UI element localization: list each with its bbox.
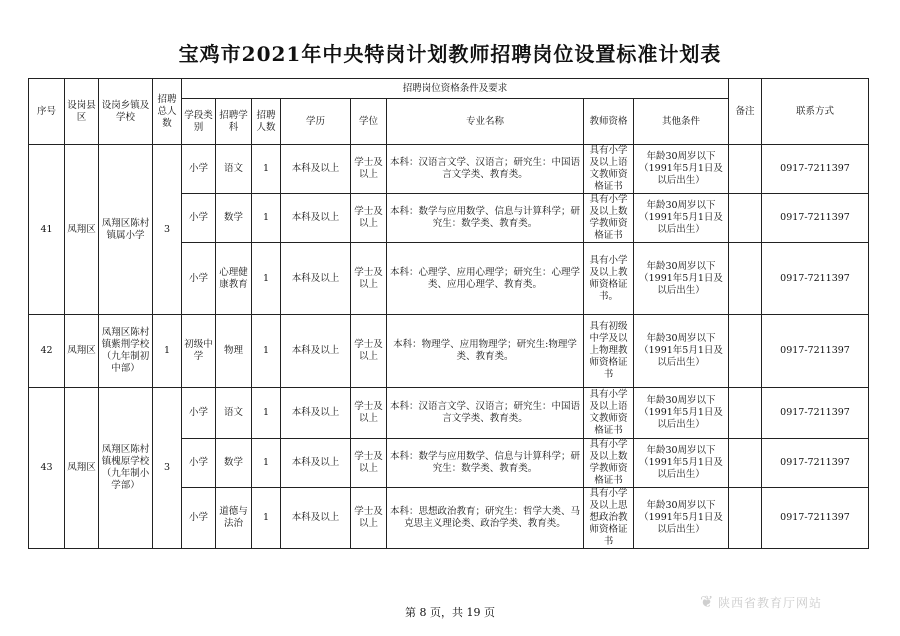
cell-other: 年龄30周岁以下（1991年5月1日及以后出生） <box>634 388 729 439</box>
cell-contact: 0917-7211397 <box>762 315 869 388</box>
cell-subject: 物理 <box>216 315 252 388</box>
cell-cert: 具有小学及以上语文教师资格证书 <box>584 388 634 439</box>
header-note: 备注 <box>729 79 762 145</box>
cell-stage: 小学 <box>182 145 216 194</box>
cell-stage: 小学 <box>182 243 216 315</box>
cell-contact: 0917-7211397 <box>762 243 869 315</box>
cell-count: 1 <box>252 243 281 315</box>
cell-subject: 语文 <box>216 145 252 194</box>
cell-county: 凤翔区 <box>65 388 99 549</box>
cell-county: 凤翔区 <box>65 145 99 315</box>
cell-degree: 学士及以上 <box>351 243 387 315</box>
cell-county: 凤翔区 <box>65 315 99 388</box>
cell-cert: 具有小学及以上数学教师资格证书 <box>584 439 634 488</box>
cell-edu: 本科及以上 <box>281 488 351 549</box>
cell-note <box>729 243 762 315</box>
cell-count: 1 <box>252 488 281 549</box>
cell-major: 本科：数学与应用数学、信息与计算科学；研究生：数学类、教育类。 <box>387 439 584 488</box>
cell-seq: 42 <box>29 315 65 388</box>
cell-cert: 具有小学及以上教师资格证书。 <box>584 243 634 315</box>
feather-icon: ❦ <box>700 592 714 611</box>
cell-count: 1 <box>252 145 281 194</box>
cell-other: 年龄30周岁以下（1991年5月1日及以后出生） <box>634 243 729 315</box>
cell-subject: 数学 <box>216 439 252 488</box>
cell-subject: 数学 <box>216 194 252 243</box>
table-row <box>29 145 869 194</box>
cell-total: 1 <box>153 315 182 388</box>
cell-major: 本科：汉语言文学、汉语言；研究生：中国语言文学类、教育类。 <box>387 388 584 439</box>
cell-count: 1 <box>252 315 281 388</box>
cell-contact: 0917-7211397 <box>762 388 869 439</box>
cell-note <box>729 194 762 243</box>
cell-edu: 本科及以上 <box>281 315 351 388</box>
cell-edu: 本科及以上 <box>281 388 351 439</box>
cell-school: 凤翔区陈村镇紫荆学校（九年制初中部） <box>99 315 153 388</box>
cell-subject: 道德与法治 <box>216 488 252 549</box>
cell-major: 本科：思想政治教育；研究生：哲学大类、马克思主义理论类、政治学类、教育类。 <box>387 488 584 549</box>
header-conditions: 招聘岗位资格条件及要求 <box>182 79 729 99</box>
cell-other: 年龄30周岁以下（1991年5月1日及以后出生） <box>634 439 729 488</box>
cell-degree: 学士及以上 <box>351 145 387 194</box>
cell-degree: 学士及以上 <box>351 315 387 388</box>
cell-note <box>729 145 762 194</box>
cell-subject: 心理健康教育 <box>216 243 252 315</box>
cell-major: 本科：物理学、应用物理学；研究生:物理学类、教育类。 <box>387 315 584 388</box>
header-row-top <box>29 79 869 99</box>
cell-stage: 小学 <box>182 439 216 488</box>
header-stage: 学段类别 <box>182 99 216 145</box>
cell-count: 1 <box>252 439 281 488</box>
header-contact: 联系方式 <box>762 79 869 145</box>
header-county: 设岗县区 <box>65 79 99 145</box>
cell-subject: 语文 <box>216 388 252 439</box>
page-title: 宝鸡市2021年中央特岗计划教师招聘岗位设置标准计划表 <box>178 42 722 66</box>
header-cert: 教师资格 <box>584 99 634 145</box>
cell-stage: 小学 <box>182 388 216 439</box>
cell-note <box>729 488 762 549</box>
cell-cert: 具有小学及以上思想政治教师资格证书 <box>584 488 634 549</box>
cell-other: 年龄30周岁以下（1991年5月1日及以后出生） <box>634 194 729 243</box>
cell-contact: 0917-7211397 <box>762 194 869 243</box>
cell-count: 1 <box>252 388 281 439</box>
cell-edu: 本科及以上 <box>281 194 351 243</box>
cell-cert: 具有小学及以上语文教师资格证书 <box>584 145 634 194</box>
cell-cert: 具有初级中学及以上物理教师资格证书 <box>584 315 634 388</box>
cell-stage: 初级中学 <box>182 315 216 388</box>
cell-contact: 0917-7211397 <box>762 145 869 194</box>
header-seq: 序号 <box>29 79 65 145</box>
cell-degree: 学士及以上 <box>351 439 387 488</box>
header-other: 其他条件 <box>634 99 729 145</box>
table-body <box>29 145 869 549</box>
cell-school: 凤翔区陈村镇属小学 <box>99 145 153 315</box>
cell-note <box>729 439 762 488</box>
cell-count: 1 <box>252 194 281 243</box>
cell-degree: 学士及以上 <box>351 194 387 243</box>
cell-major: 本科：数学与应用数学、信息与计算科学；研究生：数学类、教育类。 <box>387 194 584 243</box>
watermark: 陕西省教育厅网站 <box>718 596 823 610</box>
cell-seq: 41 <box>29 145 65 315</box>
cell-seq: 43 <box>29 388 65 549</box>
cell-other: 年龄30周岁以下（1991年5月1日及以后出生） <box>634 488 729 549</box>
cell-total: 3 <box>153 145 182 315</box>
cell-other: 年龄30周岁以下（1991年5月1日及以后出生） <box>634 145 729 194</box>
header-total: 招聘总人数 <box>153 79 182 145</box>
cell-edu: 本科及以上 <box>281 243 351 315</box>
cell-stage: 小学 <box>182 194 216 243</box>
table-row <box>29 315 869 388</box>
cell-degree: 学士及以上 <box>351 488 387 549</box>
header-school: 设岗乡镇及学校 <box>99 79 153 145</box>
cell-stage: 小学 <box>182 488 216 549</box>
cell-total: 3 <box>153 388 182 549</box>
header-subject: 招聘学科 <box>216 99 252 145</box>
cell-degree: 学士及以上 <box>351 388 387 439</box>
cell-edu: 本科及以上 <box>281 439 351 488</box>
header-count: 招聘人数 <box>252 99 281 145</box>
cell-note <box>729 315 762 388</box>
cell-major: 本科：汉语言文学、汉语言；研究生：中国语言文学类、教育类。 <box>387 145 584 194</box>
cell-major: 本科：心理学、应用心理学；研究生：心理学类、应用心理学、教育类。 <box>387 243 584 315</box>
cell-school: 凤翔区陈村镇槐原学校（九年制小学部） <box>99 388 153 549</box>
header-degree: 学位 <box>351 99 387 145</box>
header-edu: 学历 <box>281 99 351 145</box>
header-major: 专业名称 <box>387 99 584 145</box>
cell-cert: 具有小学及以上数学教师资格证书 <box>584 194 634 243</box>
recruitment-table <box>28 78 869 549</box>
page-footer: 第 8 页，共 19 页 <box>405 606 495 619</box>
cell-other: 年龄30周岁以下（1991年5月1日及以后出生） <box>634 315 729 388</box>
cell-contact: 0917-7211397 <box>762 439 869 488</box>
cell-note <box>729 388 762 439</box>
cell-contact: 0917-7211397 <box>762 488 869 549</box>
table-row <box>29 388 869 439</box>
cell-edu: 本科及以上 <box>281 145 351 194</box>
